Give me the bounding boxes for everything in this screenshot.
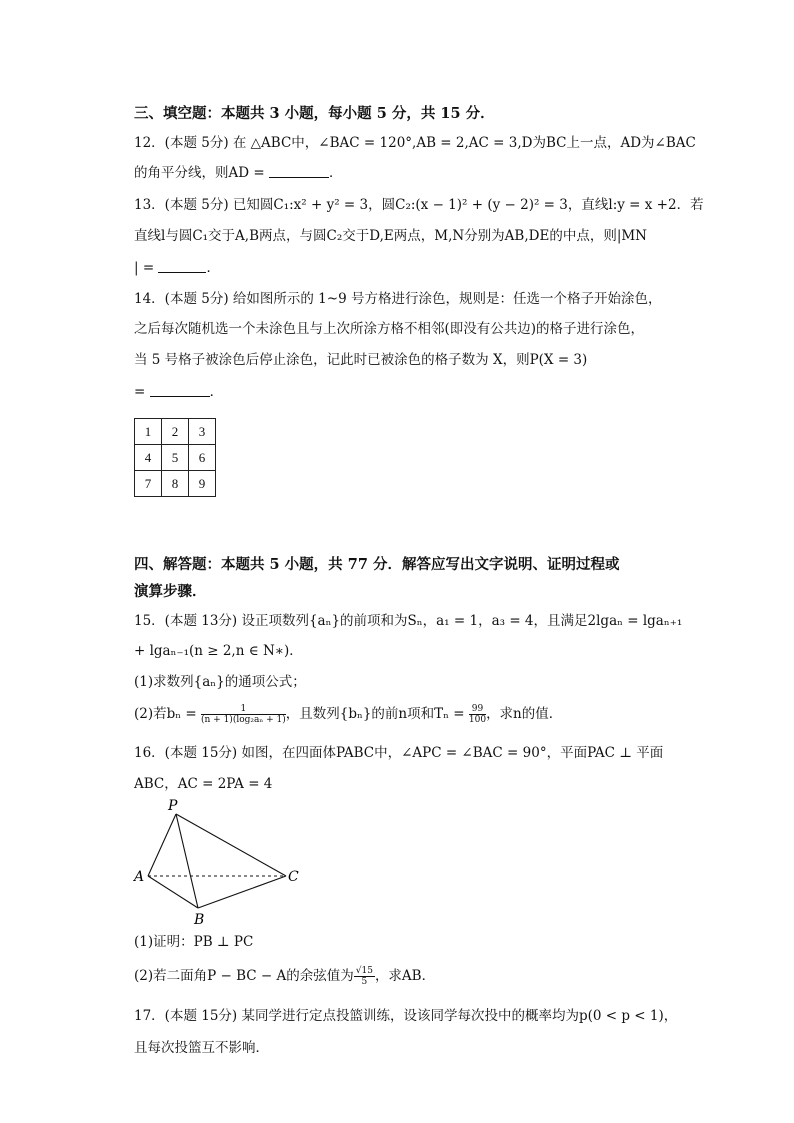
q15-line2: + lgaₙ₋₁(n ≥ 2,n ∈ N∗)． <box>134 643 303 659</box>
grid-cell: 3 <box>189 419 216 445</box>
label-C: C <box>288 869 299 885</box>
fraction-denominator: (n + 1)(log₂aₙ + 1) <box>201 715 286 725</box>
q12-line2: 的角平分线，则AD = ． <box>134 165 343 181</box>
q14-line4: = ． <box>134 384 224 400</box>
section4-title-line2: 演算步骤． <box>134 583 207 600</box>
q15-line1: 15．(本题 13分) 设正项数列{aₙ}的前项和为Sₙ，a₁ = 1，a₃ = 4，且满足2lgaₙ = lgaₙ₊₁ <box>134 613 683 629</box>
q16-line1: 16．(本题 15分) 如图，在四面体PABC中，∠APC = ∠BAC = 90°，平面PAC ⊥ 平面 <box>134 745 664 761</box>
fraction-numerator: 99 <box>469 704 486 715</box>
section3-title: 三、填空题：本题共 3 小题，每小题 5 分，共 15 分． <box>134 105 495 122</box>
q15-part2 <box>134 704 562 725</box>
q16-part1: (1)证明：PB ⊥ PC <box>134 934 254 950</box>
grid-cell: 9 <box>189 471 216 497</box>
fraction-numerator: 1 <box>201 704 286 715</box>
grid-cell: 2 <box>162 419 189 445</box>
q16-line2: ABC，AC = 2PA = 4 <box>134 776 273 792</box>
edge-BC <box>198 876 286 908</box>
answer-blank <box>158 259 206 273</box>
q15-part2-lead: (2)若bₙ = <box>134 706 197 722</box>
label-A: A <box>134 869 145 885</box>
q15-part2-tail: ，求n的值． <box>486 706 563 722</box>
q14-text: = <box>134 384 146 400</box>
grid-cell: 8 <box>162 471 189 497</box>
q16-part2 <box>134 966 435 987</box>
q13-text: | = <box>134 260 155 276</box>
grid-cell: 1 <box>135 419 162 445</box>
fraction-numerator: √15 <box>355 966 373 976</box>
q12-line1: 12．(本题 5分) 在 △ABC中，∠BAC = 120°,AB = 2,AC = 3,D为BC上一点，AD为∠BAC <box>134 135 696 151</box>
edge-PA <box>148 814 176 876</box>
grid-cell: 4 <box>135 445 162 471</box>
fraction-denominator: 100 <box>468 715 487 725</box>
q15-part1: (1)求数列{aₙ}的通项公式； <box>134 674 306 690</box>
label-P: P <box>168 798 178 814</box>
q13-line3: | = ． <box>134 260 220 276</box>
q14-line2: 之后每次随机选一个未涂色且与上次所涂方格不相邻(即没有公共边)的格子进行涂色， <box>134 321 645 337</box>
fraction <box>354 966 375 987</box>
q13-line2: 直线l与圆C₁交于A,B两点，与圆C₂交于D,E两点，M,N分别为AB,DE的中点，则|MN <box>134 228 647 244</box>
edge-PB <box>176 814 198 908</box>
q15-part2-mid: ，且数列{bₙ}的前n项和Tₙ = <box>285 706 465 722</box>
grid-cell: 5 <box>162 445 189 471</box>
edge-AB <box>148 876 198 908</box>
q14-line3: 当 5 号格子被涂色后停止涂色，记此时已被涂色的格子数为 X，则P(X = 3) <box>134 352 588 368</box>
q14-line1: 14．(本题 5分) 给如图所示的 1~9 号方格进行涂色，规则是：任选一个格子开始涂色， <box>134 291 662 307</box>
label-B: B <box>194 912 205 926</box>
number-grid <box>134 418 216 497</box>
q17-line2: 且每次投篮互不影响． <box>134 1040 269 1056</box>
grid-cell: 7 <box>135 471 162 497</box>
section4-title-line1: 四、解答题：本题共 5 小题，共 77 分．解答应写出文字说明、证明过程或 <box>134 556 620 573</box>
grid-cell: 6 <box>189 445 216 471</box>
answer-blank <box>269 164 329 178</box>
fraction <box>201 704 286 725</box>
q16-part2-tail: ，求AB． <box>374 968 436 984</box>
tetrahedron-figure <box>128 796 318 926</box>
fraction <box>469 704 486 725</box>
q17-line1: 17．(本题 15分) 某同学进行定点投篮训练，设该同学每次投中的概率均为p(0 < p < 1)， <box>134 1008 678 1024</box>
edge-PC <box>176 814 286 876</box>
q16-part2-lead: (2)若二面角P − BC − A的余弦值为 <box>134 968 354 984</box>
q12-text: 的角平分线，则AD = <box>134 165 265 181</box>
answer-blank <box>150 383 210 397</box>
q13-line1: 13．(本题 5分) 已知圆C₁:x² + y² = 3，圆C₂:(x − 1)² + (y − 2)² = 3，直线l:y = x +2．若 <box>134 197 704 213</box>
fraction-denominator: 5 <box>361 977 368 987</box>
